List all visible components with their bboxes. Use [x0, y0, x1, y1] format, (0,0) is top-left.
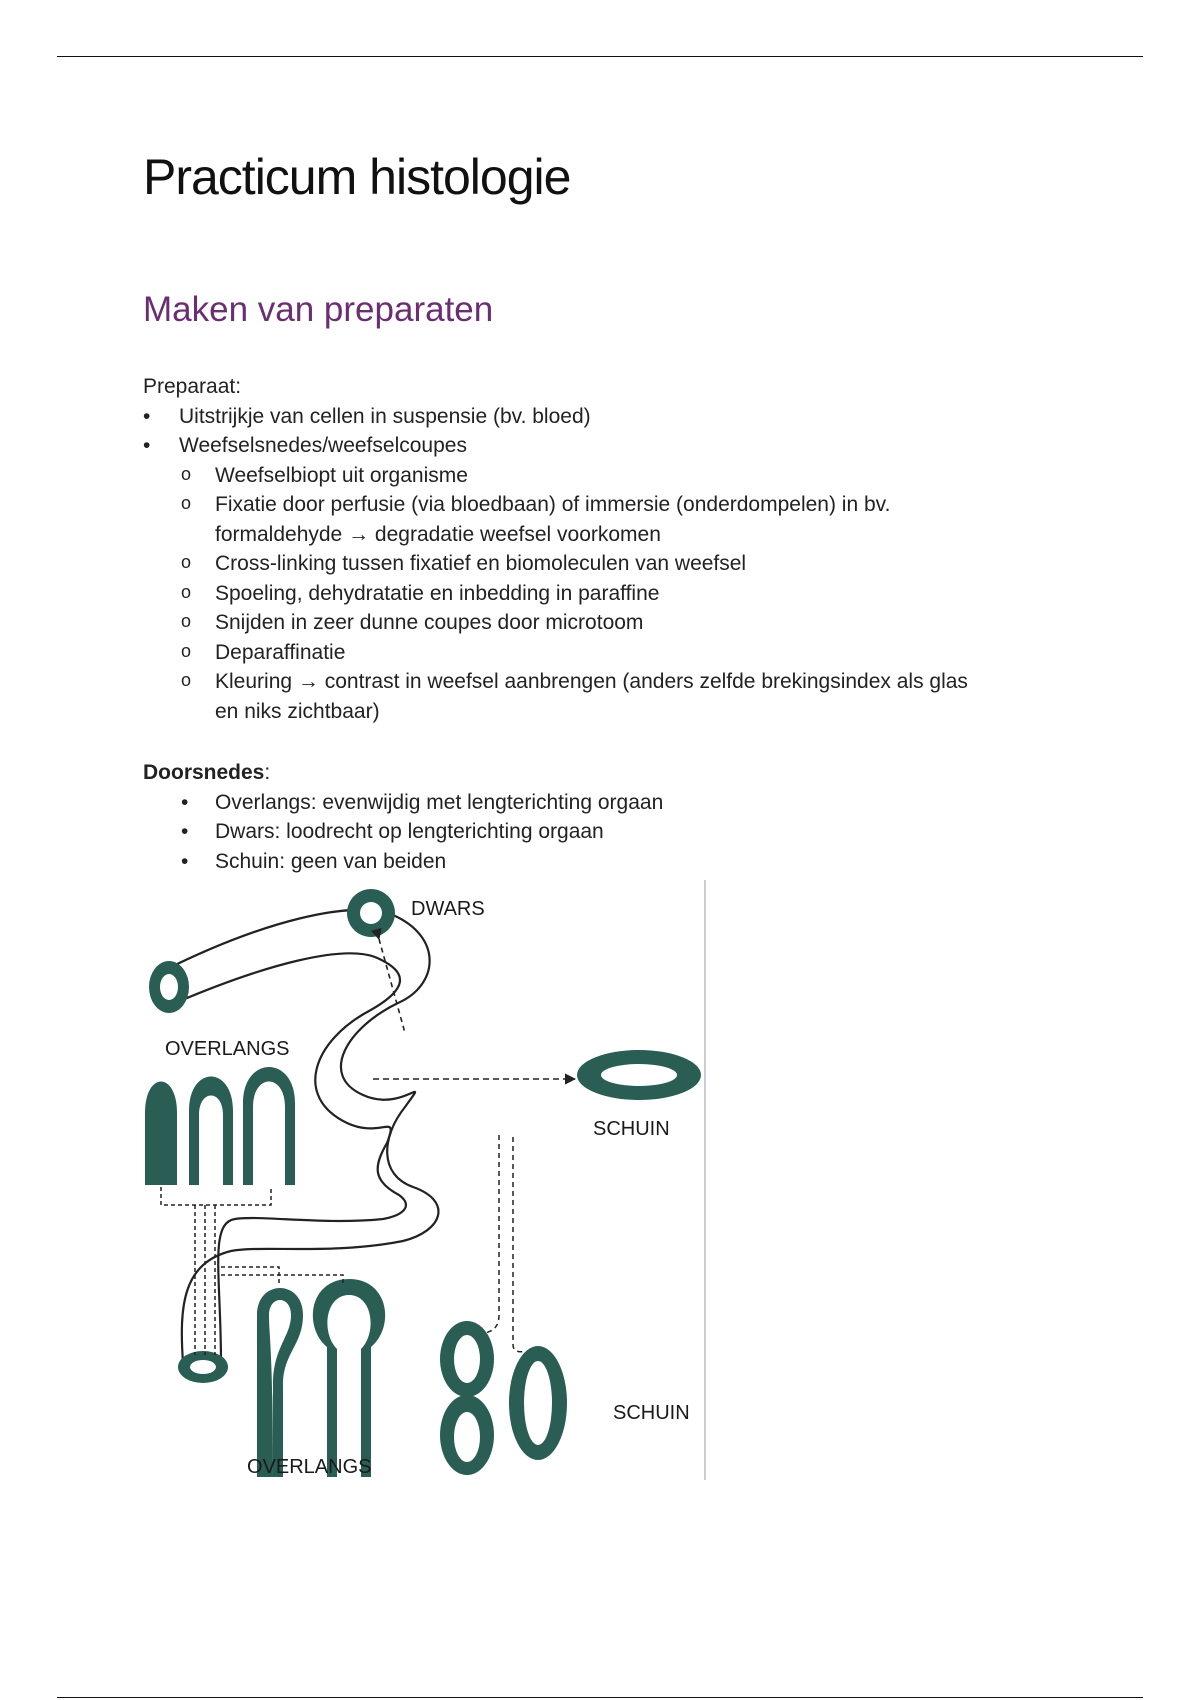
overlangs-open-section	[243, 1067, 295, 1185]
page-title: Practicum histologie	[143, 149, 571, 205]
bullet-item: • Schuin: geen van beiden	[143, 847, 1103, 877]
dwars-section-lumen	[360, 902, 382, 924]
tube-outline	[163, 910, 438, 1363]
sub-list-item: o Deparaffinatie	[143, 638, 1103, 668]
doorsnedes-label-bold: Doorsnedes	[143, 761, 265, 784]
overlangs-bottom-keyhole-section	[257, 1288, 303, 1477]
tube-opening-top-lumen	[160, 974, 178, 1000]
overlangs-top-projection-lines	[161, 1187, 271, 1355]
schuin-bottom-figure8-top-lumen	[454, 1335, 480, 1383]
overlangs-bottom-loop-section	[313, 1279, 385, 1477]
label-overlangs-bottom: OVERLANGS	[247, 1456, 372, 1478]
sub-list-item: o Fixatie door perfusie (via bloedbaan) of immersie (onderdompelen) in bv.	[143, 490, 1103, 520]
header-rule	[57, 56, 1143, 57]
sub-list-item-continuation: en niks zichtbaar)	[215, 699, 380, 723]
bullet-item: • Dwars: loodrecht op lengterichting orgaan	[143, 817, 1103, 847]
doorsnedes-section	[143, 758, 1103, 876]
bullet-item: • Uitstrijkje van cellen in suspensie (bv. bloed)	[143, 402, 1103, 432]
section-planes-figure	[143, 875, 713, 1483]
label-dwars: DWARS	[411, 898, 485, 920]
schuin-bottom-oval-lumen	[524, 1361, 552, 1445]
doorsnedes-label-colon: :	[264, 761, 271, 784]
sub-list-item: o Snijden in zeer dunne coupes door microtoom	[143, 608, 1103, 638]
schuin-top-lumen	[601, 1064, 677, 1086]
bullet-item: • Overlangs: evenwijdig met lengterichting orgaan	[143, 788, 1103, 818]
footer-rule	[57, 1697, 1143, 1698]
dwars-projection-line	[379, 939, 405, 1033]
preparaat-section	[143, 372, 1103, 726]
overlangs-solid-section	[145, 1082, 177, 1186]
label-schuin-bottom: SCHUIN	[613, 1402, 690, 1424]
schuin-bottom-figure8-bottom-lumen	[454, 1412, 480, 1462]
label-schuin-top: SCHUIN	[593, 1118, 670, 1140]
sub-list-item-continuation: formaldehyde → degradatie weefsel voorkomen	[215, 522, 661, 546]
doorsnedes-label	[143, 758, 1103, 788]
preparaat-label: Preparaat:	[143, 375, 242, 398]
label-overlangs-top: OVERLANGS	[165, 1038, 290, 1060]
tube-opening-bottom-lumen	[190, 1360, 216, 1374]
sub-list-item: o Spoeling, dehydratatie en inbedding in paraffine	[143, 579, 1103, 609]
sub-list-item: o Kleuring → contrast in weefsel aanbrengen (anders zelfde brekingsindex als glas	[143, 667, 1103, 697]
overlangs-bottom-projection-lines	[221, 1267, 343, 1285]
sub-list-item: o Weefselbiopt uit organisme	[143, 461, 1103, 491]
section-heading: Maken van preparaten	[143, 290, 494, 329]
bullet-item: • Weefselsnedes/weefselcoupes	[143, 431, 1103, 461]
sub-list-item: o Cross-linking tussen fixatief en biomoleculen van weefsel	[143, 549, 1103, 579]
overlangs-split-section	[189, 1077, 233, 1186]
schuin-bottom-projection-lines	[485, 1135, 525, 1352]
section-planes-diagram	[143, 875, 713, 1483]
